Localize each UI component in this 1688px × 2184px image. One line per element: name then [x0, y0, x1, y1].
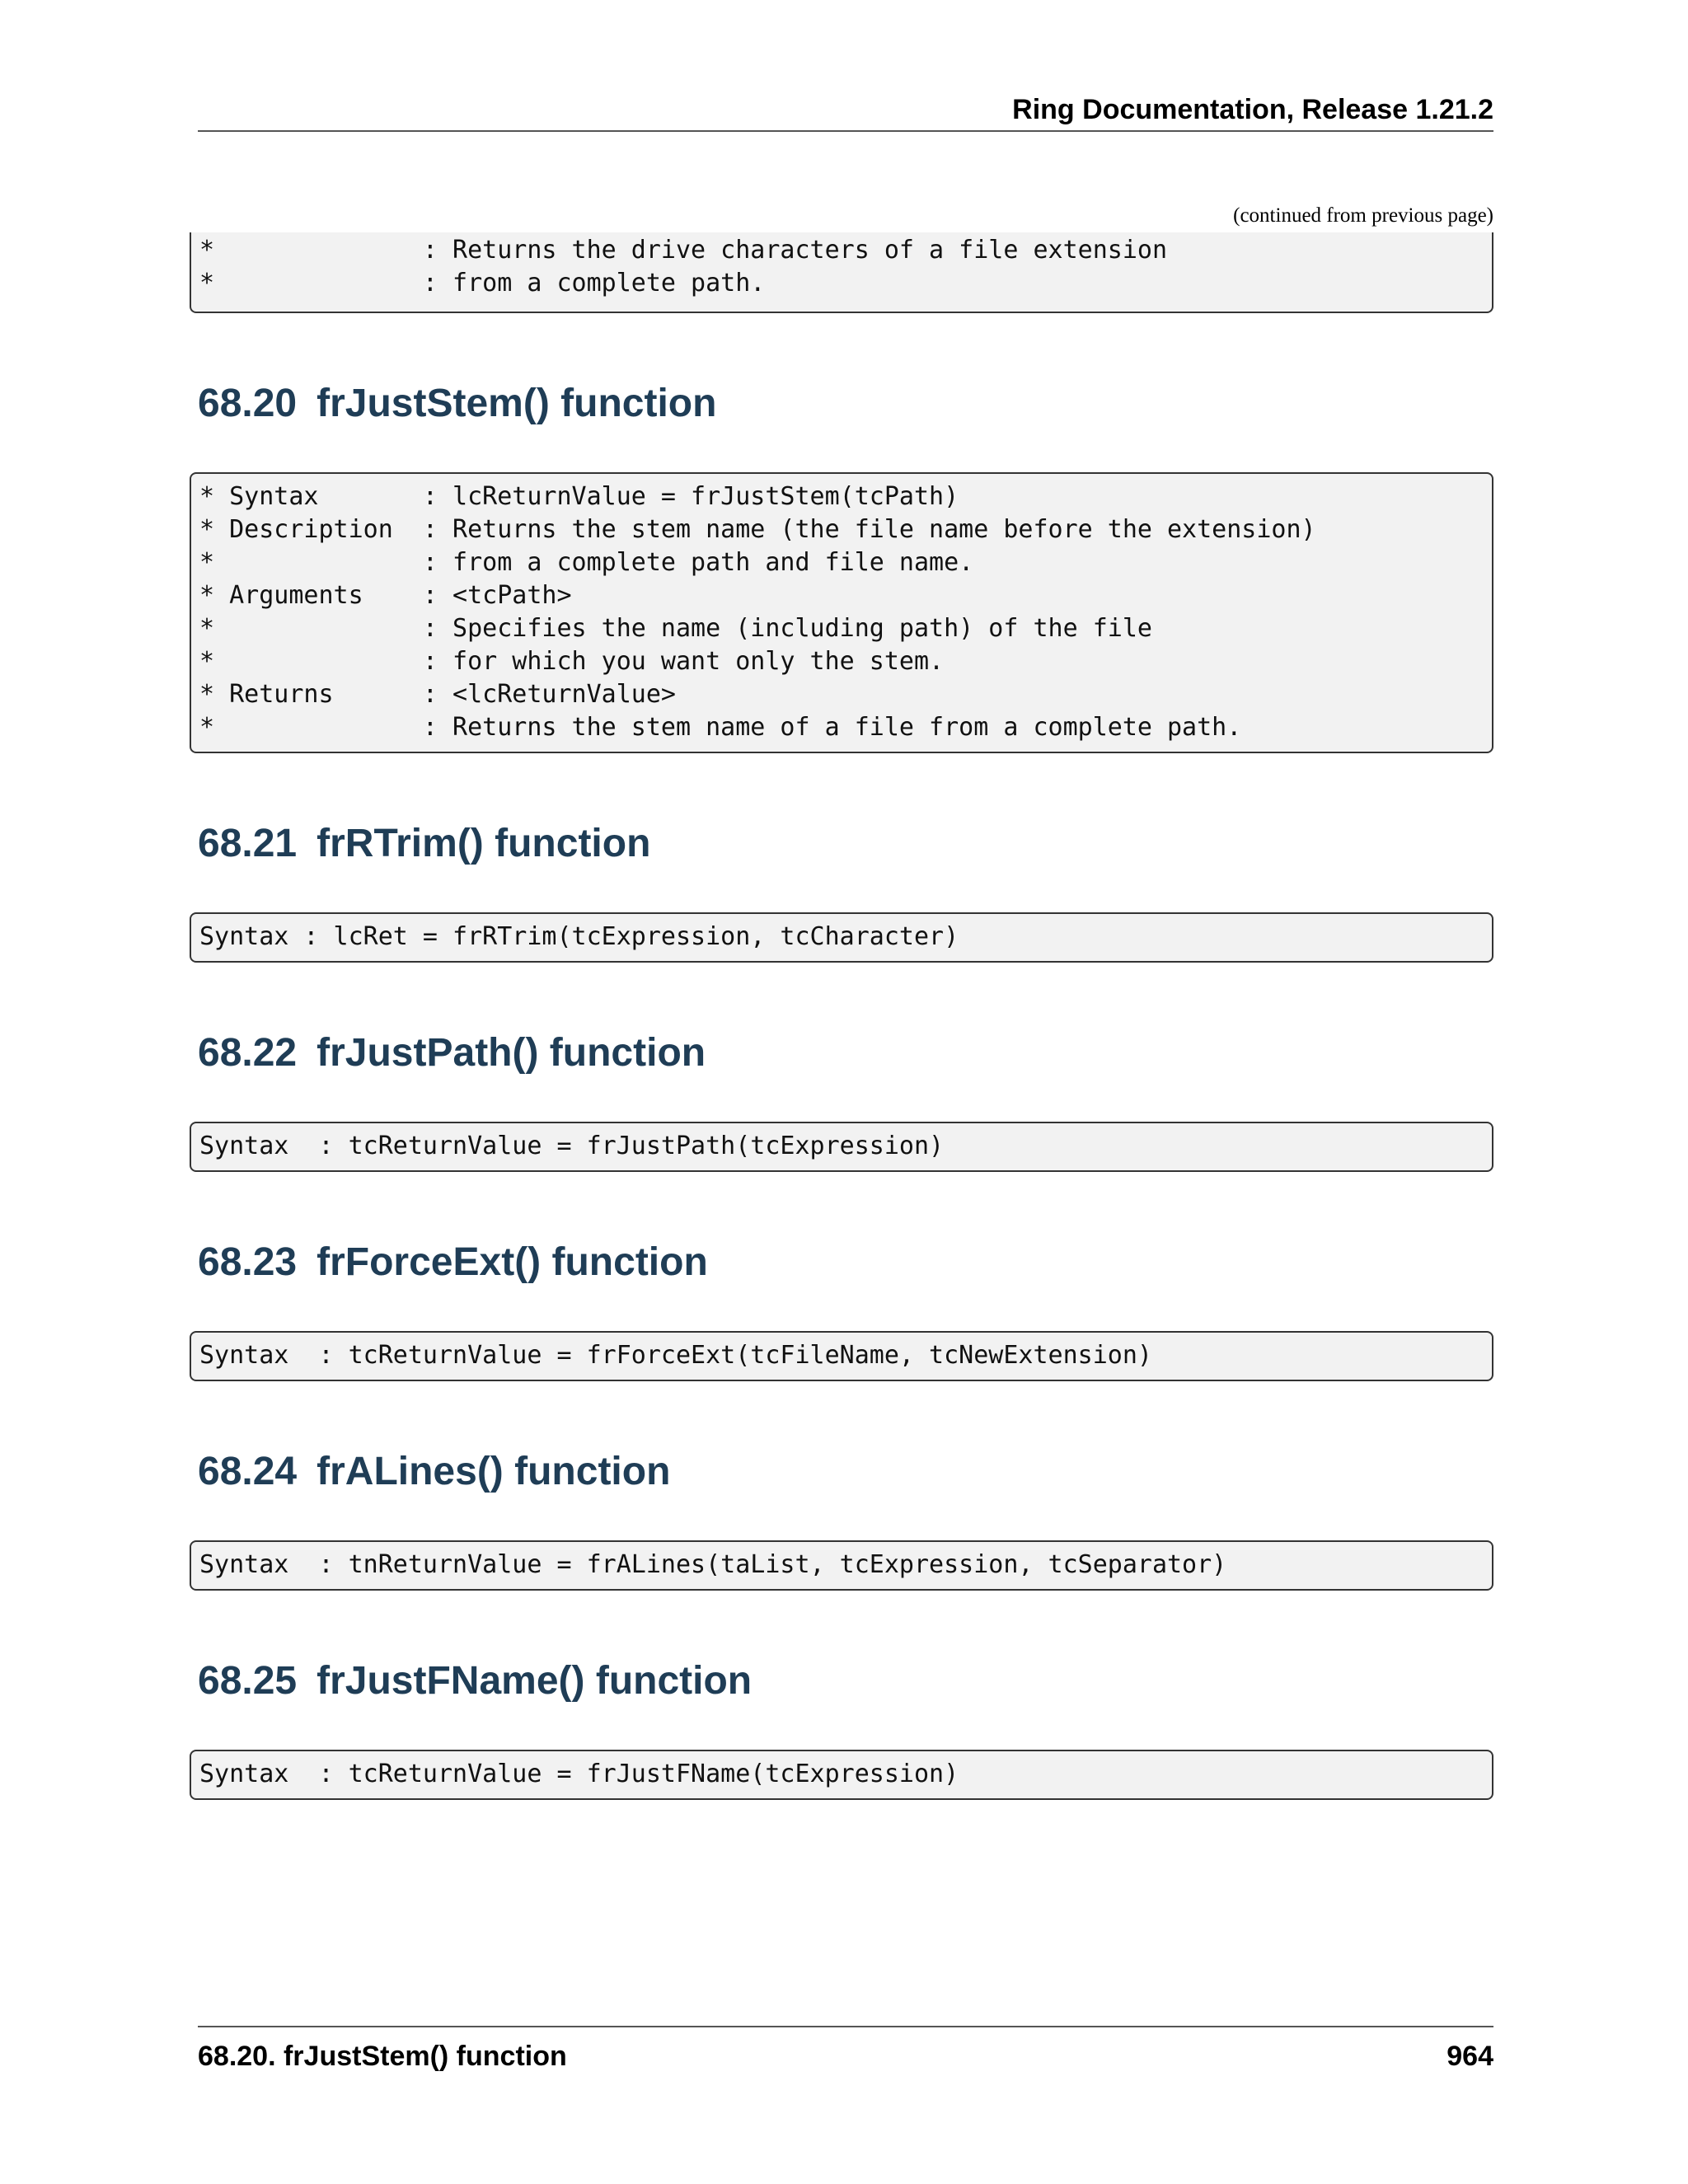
section-heading-68-22: [198, 1030, 706, 1076]
footer-section-link[interactable]: 68.20. frJustStem() function: [198, 2041, 567, 2072]
code-block-frforceext: Syntax : tcReturnValue = frForceExt(tcFileName, tcNewExtension): [190, 1331, 1493, 1381]
section-title: frJustStem() function: [316, 382, 717, 425]
page-footer: [198, 2026, 1493, 2072]
code-block-frrtrim: Syntax : lcRet = frRTrim(tcExpression, tcCharacter): [190, 912, 1493, 963]
header-title: Ring Documentation, Release 1.21.2: [1012, 94, 1493, 125]
section-number: 68.24: [198, 1450, 298, 1493]
page-number: 964: [1447, 2041, 1493, 2072]
section-number: 68.23: [198, 1240, 298, 1284]
section-number: 68.25: [198, 1659, 298, 1703]
section-heading-68-20: [198, 381, 716, 426]
section-number: 68.21: [198, 822, 298, 865]
section-heading-68-21: [198, 821, 650, 866]
code-block-fralines: Syntax : tnReturnValue = frALines(taList, tcExpression, tcSeparator): [190, 1540, 1493, 1591]
section-heading-68-23: [198, 1240, 708, 1285]
code-block-frjustpath: Syntax : tcReturnValue = frJustPath(tcExpression): [190, 1122, 1493, 1172]
section-heading-68-25: [198, 1658, 752, 1704]
section-title: frRTrim() function: [316, 822, 651, 865]
section-number: 68.22: [198, 1031, 298, 1075]
page-header: [198, 89, 1493, 132]
continued-note: (continued from previous page): [1233, 204, 1493, 227]
section-title: frJustFName() function: [316, 1659, 753, 1703]
section-title: frALines() function: [316, 1450, 671, 1493]
section-number: 68.20: [198, 382, 298, 425]
section-heading-68-24: [198, 1449, 670, 1494]
code-block-frjustfname: Syntax : tcReturnValue = frJustFName(tcExpression): [190, 1750, 1493, 1800]
code-block-frjuststem: * Syntax : lcReturnValue = frJustStem(tcPath) * Description : Returns the stem name (the file name before the extension) * : from a complete path and file name. * Arguments : <tcPath> * : Specifies the name (including path) of the file * : for which you want only the stem. * Returns : <lcReturnValue> * : Returns the stem name of a file from a complete path.: [190, 472, 1493, 753]
section-title: frForceExt() function: [316, 1240, 708, 1284]
code-block-continued: * : Returns the drive characters of a file extension * : from a complete path.: [190, 232, 1493, 313]
section-title: frJustPath() function: [316, 1031, 706, 1075]
